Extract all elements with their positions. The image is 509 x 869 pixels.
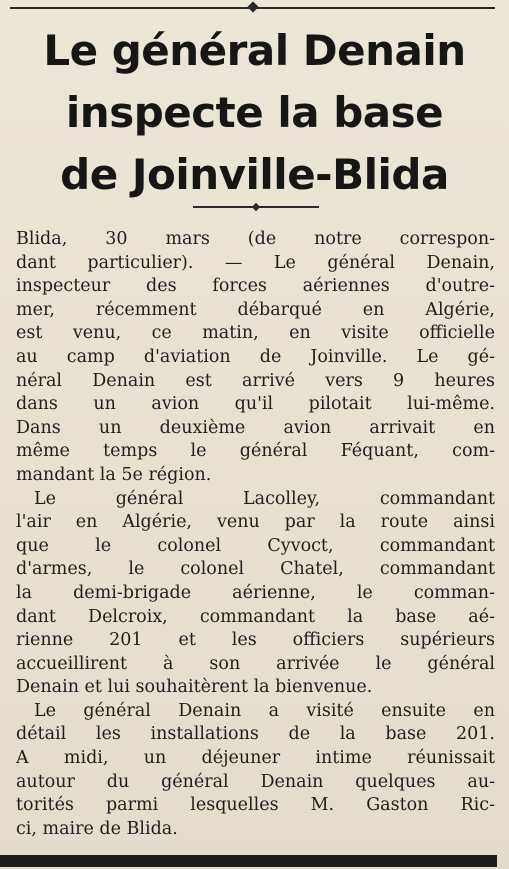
diamond-ornament [247,1,258,12]
article-line: mandant la 5e région. [16,464,212,485]
article-line: même temps le général Féquant, com- [16,441,495,462]
article-line: l'air en Algérie, venu par la route ainsi [16,512,495,533]
article-line: au camp d'aviation de Joinville. Le gé- [16,346,495,367]
article-line: est venu, ce matin, en visite officielle [16,323,495,344]
article-line: la demi-brigade aérienne, le comman- [16,582,495,603]
article-line: Blida, 30 mars (de notre correspon- [16,229,495,249]
article-line: torités parmi lesquelles M. Gaston Ric- [16,795,495,816]
article-paragraph [16,700,495,842]
article-line: néral Denain est arrivé vers 9 heures [16,370,495,391]
bottom-border-rule [0,855,497,867]
article-body [16,228,495,841]
article-line: mer, récemment débarqué en Algérie, [16,299,495,320]
article-line: Le général Lacolley, commandant [34,488,495,509]
article-line: Dans un deuxième avion arrivait en [16,417,495,438]
article-line: inspecteur des forces aériennes d'outre- [16,276,495,297]
article-paragraph [16,488,495,700]
article-line: rienne 201 et les officiers supérieurs [16,630,495,651]
headline-line-1: Le général Denain [43,26,466,75]
diamond-ornament [252,203,260,211]
article-line: A midi, un déjeuner intime réunissait [16,748,495,769]
article-line: détail les installations de la base 201. [16,724,495,745]
headline-line-2: inspecte la base [65,88,444,137]
article-line: dans un avion qu'il pilotait lui-même. [16,394,495,415]
article-paragraph [16,228,495,488]
article-line: autour du général Denain quelques au- [16,771,495,792]
article-line: accueillirent à son arrivée le général [16,653,495,674]
article-line: dant particulier). — Le général Denain, [16,252,495,273]
headline-separator-rule [193,204,319,210]
article-line: Le général Denain a visité ensuite en [34,700,495,721]
article-line: d'armes, le colonel Chatel, commandant [16,559,495,580]
headline [20,20,489,206]
article-line: Denain et lui souhaitèrent la bienvenue. [16,677,373,698]
article-line: que le colonel Cyvoct, commandant [16,535,495,556]
article-line: dant Delcroix, commandant la base aé- [16,606,495,627]
top-ornamental-rule [10,6,495,10]
article-line: ci, maire de Blida. [16,818,178,839]
headline-line-3: de Joinville-Blida [60,150,449,199]
